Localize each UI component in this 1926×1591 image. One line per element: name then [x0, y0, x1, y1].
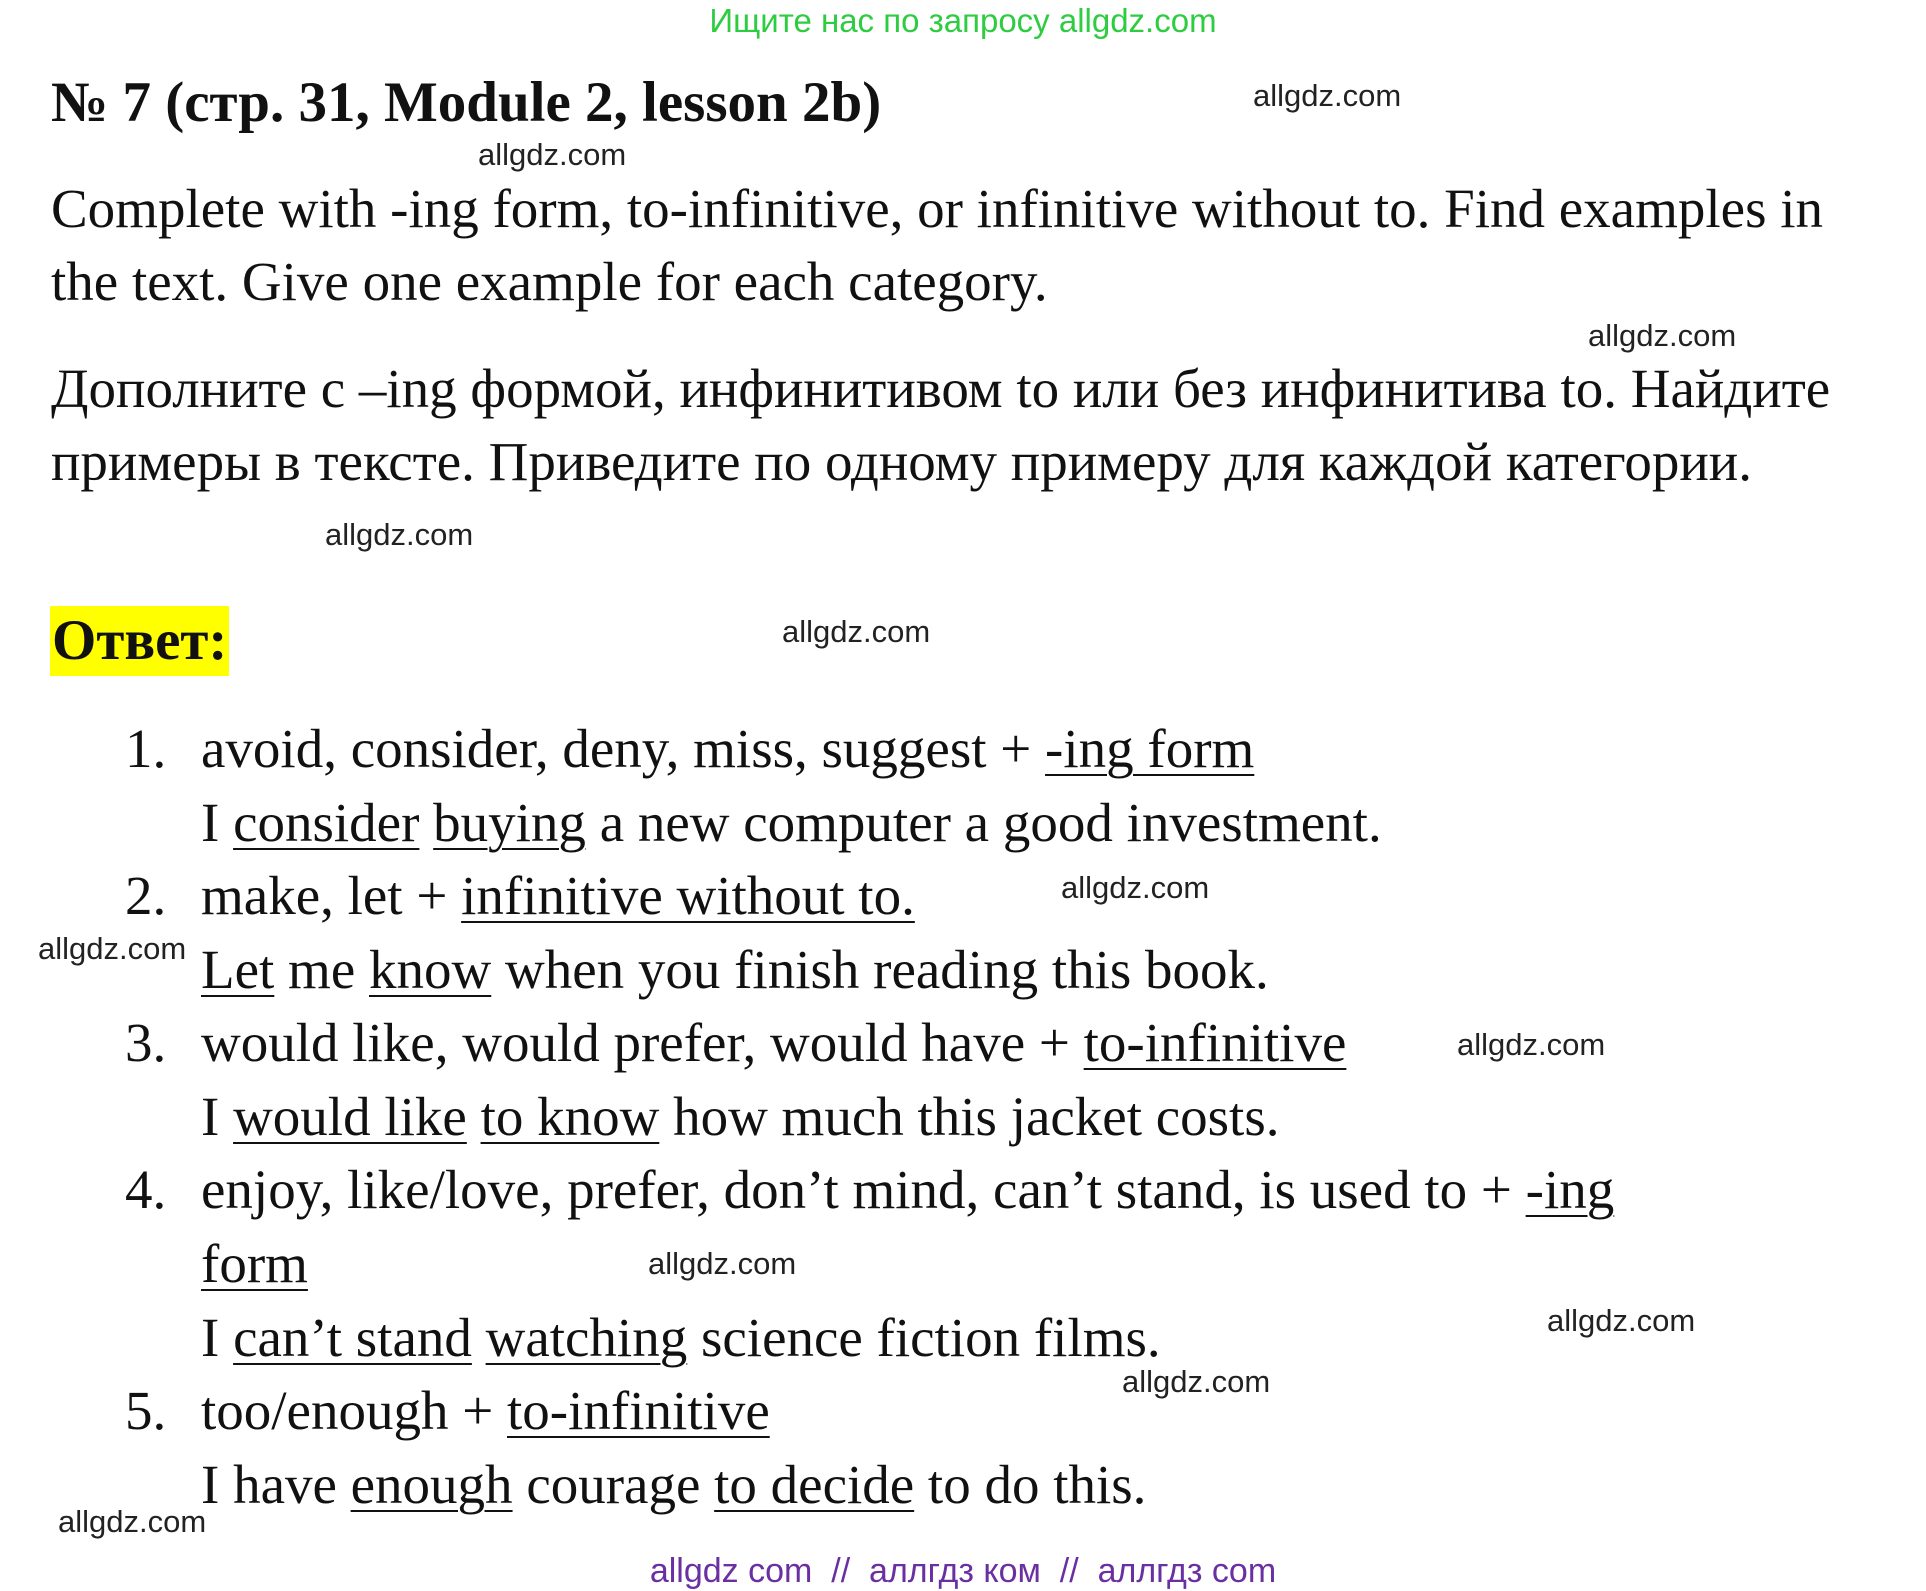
underlined-verb: consider: [233, 792, 420, 853]
rule-form: -ing: [1525, 1159, 1615, 1220]
watermark: allgdz.com: [782, 614, 931, 649]
item-number: 3.: [125, 1012, 167, 1073]
exercise-title: № 7 (стр. 31, Module 2, lesson 2b): [51, 71, 882, 134]
watermark: allgdz.com: [1588, 318, 1737, 353]
watermark: allgdz.com: [325, 517, 474, 552]
answer-label: Ответ:: [50, 606, 229, 676]
rule-line: [201, 714, 1254, 784]
sentence-text: [467, 1086, 481, 1147]
sentence-text: when you finish reading this book.: [491, 939, 1269, 1000]
sentence-text: [472, 1307, 486, 1368]
underlined-verb: Let: [201, 939, 275, 1000]
rule-line: [201, 861, 915, 931]
watermark: allgdz.com: [1457, 1027, 1606, 1062]
underlined-verb-form: to know: [480, 1086, 660, 1147]
rule-text: make, let +: [201, 865, 462, 926]
rule-line: [201, 1155, 1614, 1225]
item-number: 1.: [125, 718, 167, 779]
sentence-text: I: [201, 792, 234, 853]
sentence-text: [419, 792, 433, 853]
footer-watermark: allgdz com // аллгдз ком // аллгдз com: [649, 1552, 1277, 1590]
underlined-verb-form: to decide: [714, 1454, 915, 1515]
item-number: 4.: [125, 1159, 167, 1220]
underlined-verb-form: buying: [433, 792, 586, 853]
sentence-text: science fiction films.: [687, 1307, 1161, 1368]
rule-line: [201, 1376, 770, 1446]
watermark: allgdz.com: [58, 1504, 207, 1539]
watermark: allgdz.com: [648, 1246, 797, 1281]
rule-line: [201, 1008, 1346, 1078]
example-sentence: [201, 1303, 1161, 1373]
example-sentence: [201, 935, 1269, 1005]
rule-text: enjoy, like/love, prefer, don’t mind, can’t stand, is used to +: [201, 1159, 1526, 1220]
rule-text: would like, would prefer, would have +: [201, 1012, 1084, 1073]
rule-form: infinitive without to.: [461, 865, 915, 926]
watermark: allgdz.com: [478, 137, 627, 172]
sentence-text: how much this jacket costs.: [659, 1086, 1280, 1147]
instructions-en: Complete with -ing form, to-infinitive, or infinitive without to. Find examples in the text. Give one example for each category.: [51, 178, 1824, 312]
item-number: 2.: [125, 865, 167, 926]
underlined-word: enough: [350, 1454, 513, 1515]
underlined-verb-form: know: [369, 939, 492, 1000]
sentence-text: to do this.: [914, 1454, 1147, 1515]
sentence-text: I have: [201, 1454, 351, 1515]
rule-form: to-infinitive: [507, 1380, 770, 1441]
rule-form: form: [201, 1233, 308, 1294]
top-banner: Ищите нас по запросу allgdz.com: [709, 2, 1217, 39]
sentence-text: I: [201, 1307, 234, 1368]
watermark: allgdz.com: [1122, 1364, 1271, 1399]
example-sentence: [201, 1450, 1146, 1520]
example-sentence: [201, 788, 1382, 858]
example-sentence: [201, 1082, 1280, 1152]
rule-line-continued: [201, 1229, 308, 1299]
sentence-text: I: [201, 1086, 234, 1147]
item-number: 5.: [125, 1380, 167, 1441]
rule-text: avoid, consider, deny, miss, suggest +: [201, 718, 1046, 779]
rule-form: to-infinitive: [1083, 1012, 1347, 1073]
watermark: allgdz.com: [1547, 1303, 1696, 1338]
rule-text: too/enough +: [201, 1380, 507, 1441]
underlined-verb-form: watching: [485, 1307, 688, 1368]
instructions-ru: Дополните с –ing формой, инфинитивом to или без инфинитива to. Найдите примеры в тексте. Приведите по одному примеру для каждой категории.: [51, 358, 1831, 492]
rule-form: -ing form: [1045, 718, 1255, 779]
sentence-text: a new computer a good investment.: [585, 792, 1382, 853]
watermark: allgdz.com: [38, 931, 187, 966]
sentence-text: courage: [512, 1454, 715, 1515]
underlined-verb: can’t stand: [233, 1307, 472, 1368]
underlined-verb: would like: [233, 1086, 467, 1147]
sentence-text: me: [274, 939, 369, 1000]
watermark: allgdz.com: [1253, 78, 1402, 113]
watermark: allgdz.com: [1061, 870, 1210, 905]
